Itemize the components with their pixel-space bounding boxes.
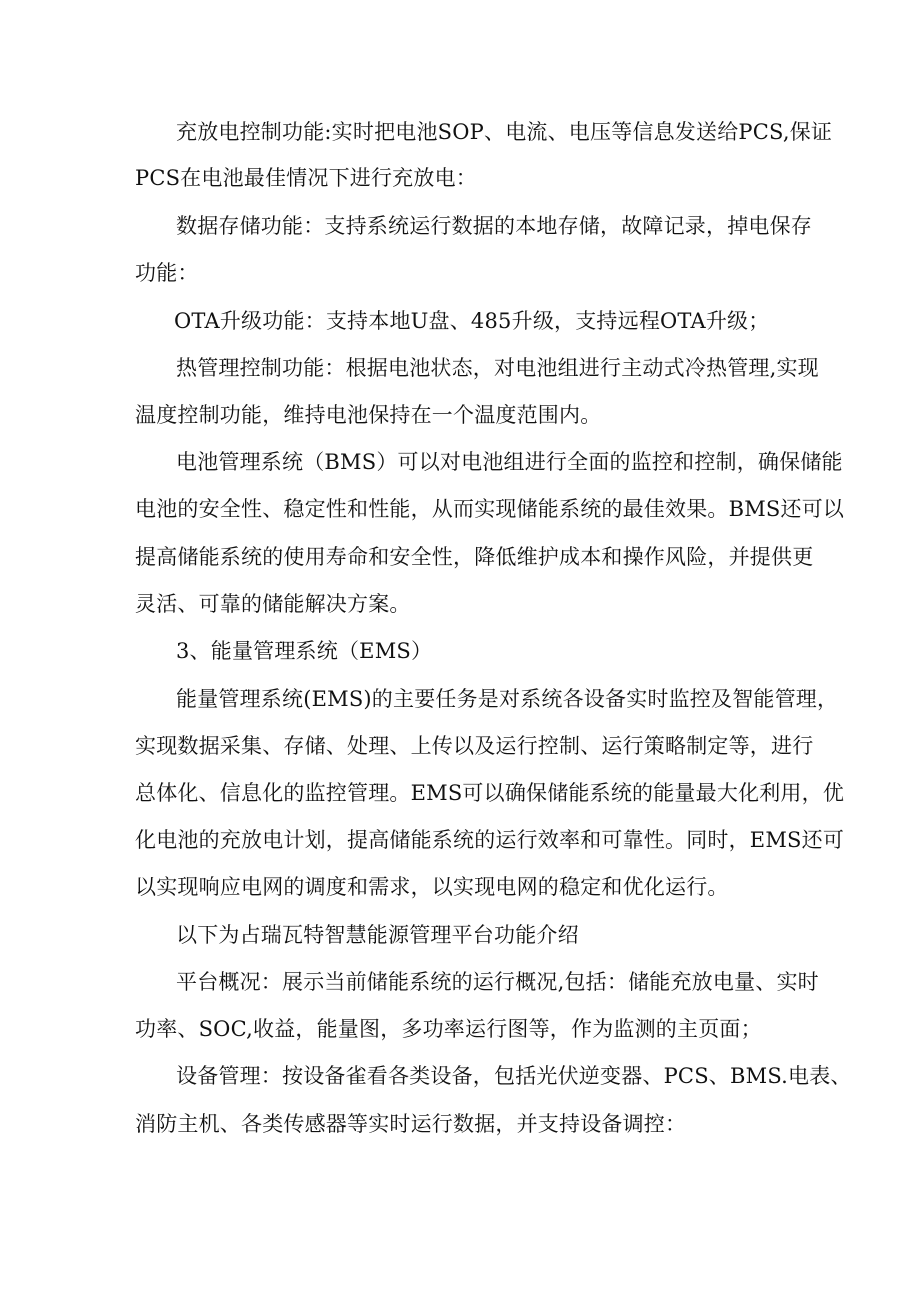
- section-heading-ems: 3、能量管理系统（EMS）: [176, 639, 433, 663]
- text-line-ems-2: 实现数据采集、存储、处理、上传以及运行控制、运行策略制定等，进行: [135, 734, 814, 758]
- text-line-data-storage-cont: 功能：: [135, 261, 199, 285]
- text-line-charge-control-cont: PCS在电池最佳情况下进行充放电：: [135, 166, 477, 190]
- text-line-ems-4: 化电池的充放电计划，提高储能系统的运行效率和可靠性。同时，EMS还可: [135, 828, 845, 852]
- text-line-device-management: 设备管理：按设备雀看各类设备，包括光伏逆变器、PCS、BMS.电表、: [176, 1064, 852, 1088]
- text-line-ems-1: 能量管理系统(EMS)的主要任务是对系统各设备实时监控及智能管理，: [176, 687, 839, 711]
- text-line-device-management-cont: 消防主机、各类传感器等实时运行数据，并支持设备调控：: [135, 1112, 687, 1136]
- text-line-bms-intro: 电池管理系统（BMS）可以对电池组进行全面的监控和控制，确保储能: [176, 450, 843, 474]
- text-line-bms-intro-3: 提高储能系统的使用寿命和安全性，降低维护成本和操作风险，并提供更: [135, 545, 814, 569]
- text-line-charge-control: 充放电控制功能:实时把电池SOP、电流、电压等信息发送给PCS,保证: [176, 120, 833, 144]
- text-line-ota-upgrade: OTA升级功能：支持本地U盘、485升级，支持远程OTA升级；: [174, 309, 770, 333]
- text-line-ems-3: 总体化、信息化的监控管理。EMS可以确保储能系统的能量最大化利用，优: [135, 781, 845, 805]
- text-line-bms-intro-2: 电池的安全性、稳定性和性能，从而实现储能系统的最佳效果。BMS还可以: [135, 497, 845, 521]
- text-line-platform-overview-cont: 功率、SOC,收益，能量图，多功率运行图等，作为监测的主页面；: [135, 1017, 762, 1041]
- text-line-thermal-management-cont: 温度控制功能，维持电池保持在一个温度范围内。: [135, 403, 602, 427]
- text-line-thermal-management: 热管理控制功能：根据电池状态，对电池组进行主动式冷热管理,实现: [176, 356, 819, 380]
- text-line-ems-5: 以实现响应电网的调度和需求，以实现电网的稳定和优化运行。: [135, 875, 729, 899]
- text-line-platform-overview: 平台概况：展示当前储能系统的运行概况,包括：储能充放电量、实时: [176, 970, 819, 994]
- text-line-bms-intro-4: 灵活、可靠的储能解决方案。: [135, 592, 411, 616]
- text-line-platform-intro: 以下为占瑞瓦特智慧能源管理平台功能介绍: [176, 923, 579, 947]
- text-line-data-storage: 数据存储功能：支持系统运行数据的本地存储，故障记录，掉电保存: [176, 214, 812, 238]
